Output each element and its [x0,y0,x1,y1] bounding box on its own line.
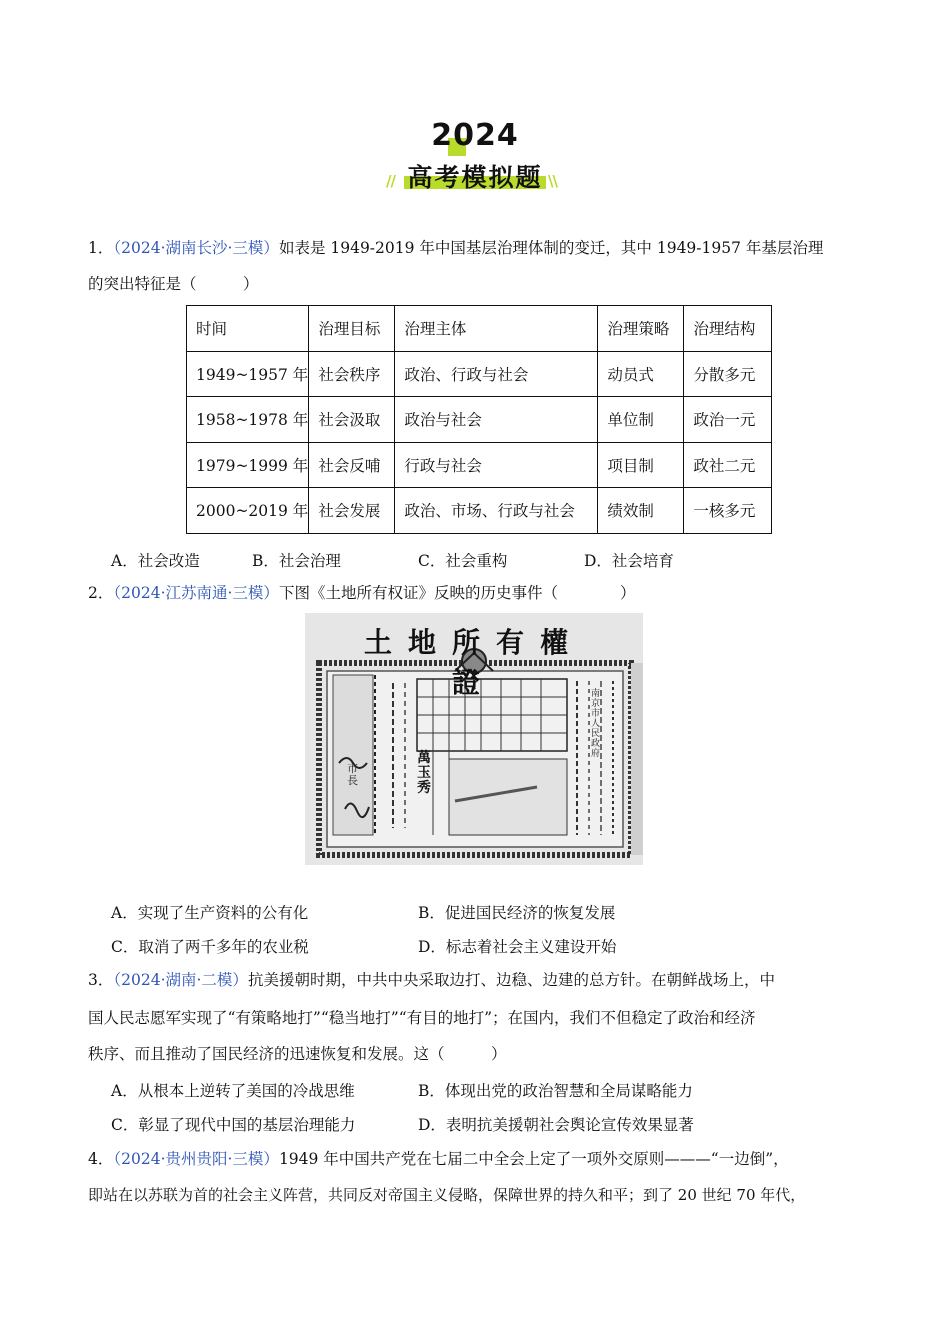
table-cell: 动员式 [598,351,684,397]
q1-stem: 如表是 1949-2019 年中国基层治理体制的变迁，其中 1949-1957 年基层治理 [278,239,824,257]
table-cell: 单位制 [598,397,684,443]
table-cell: 政治一元 [684,397,772,443]
q1-stem-line1 [88,238,823,258]
land-certificate-image [305,613,643,865]
q3-option-d[interactable]: D．表明抗美援朝社会舆论宣传效果显著 [418,1116,694,1134]
table-cell: 政治、市场、行政与社会 [395,488,598,534]
q1-stem-line2: 的突出特征是（ ） [88,275,259,293]
table-cell: 社会反哺 [309,442,395,488]
table-row [187,488,772,534]
q4-stem-line2: 即站在以苏联为首的社会主义阵营，共同反对帝国主义侵略，保障世界的持久和平；到了 20 世纪 70 年代， [88,1186,806,1204]
q3-stem-line3: 秩序、而且推动了国民经济的迅速恢复和发展。这（ ） [88,1045,507,1063]
table-cell: 政治、行政与社会 [395,351,598,397]
q2-option-c[interactable]: C．取消了两千多年的农业税 [111,938,309,956]
table-header-row [187,306,772,352]
q1-option-c[interactable]: C．社会重构 [418,552,508,570]
q3-stem: 抗美援朝时期，中共中央采取边打、边稳、边建的总方针。在朝鲜战场上，中 [247,971,775,989]
page-year: 2024 [431,118,519,153]
slash-decoration-left: // [386,172,395,190]
q2-option-d[interactable]: D．标志着社会主义建设开始 [418,938,617,956]
q3-number: 3． [88,971,114,989]
q3-stem-line1 [88,970,775,990]
table-cell: 项目制 [598,442,684,488]
table-cell: 1958~1978 年 [187,397,309,443]
certificate-mayor-label: 市長 [347,762,358,787]
q4-source: （2024·贵州贵阳·三模） [113,1150,279,1168]
q2-option-b[interactable]: B．促进国民经济的恢复发展 [418,904,616,922]
table-cell: 1949~1957 年 [187,351,309,397]
q2-source: （2024·江苏南通·三模） [113,584,279,602]
q1-option-d[interactable]: D．社会培育 [584,552,674,570]
q3-stem-line2: 国人民志愿军实现了“有策略地打”“稳当地打”“有目的地打”；在国内，我们不但稳定了政治和经济 [88,1009,756,1027]
table-header-cell: 治理策略 [598,306,684,352]
q1-number: 1． [88,239,114,257]
q4-stem: 1949 年中国共产党在七届二中全会上定了一项外交原则———“一边倒”， [278,1150,789,1168]
table-header-cell: 时间 [187,306,309,352]
table-cell: 行政与社会 [395,442,598,488]
table-cell: 绩效制 [598,488,684,534]
q1-source: （2024·湖南长沙·三模） [113,239,279,257]
q3-option-c[interactable]: C．彰显了现代中国的基层治理能力 [111,1116,356,1134]
table-cell: 一核多元 [684,488,772,534]
q3-option-a[interactable]: A．从根本上逆转了美国的冷战思维 [111,1082,355,1100]
certificate-issuer: 南京市人民政府 [591,689,601,759]
table-cell: 分散多元 [684,351,772,397]
table-cell: 2000~2019 年 [187,488,309,534]
table-header-cell: 治理结构 [684,306,772,352]
q2-option-a[interactable]: A．实现了生产资料的公有化 [111,904,309,922]
q4-stem-line1 [88,1149,789,1169]
q1-governance-table [186,305,772,534]
q2-number: 2． [88,584,114,602]
q2-stem-line [88,583,635,603]
q4-number: 4． [88,1150,114,1168]
table-header-cell: 治理目标 [309,306,395,352]
table-row [187,351,772,397]
q1-option-a[interactable]: A．社会改造 [111,552,200,570]
table-cell: 社会发展 [309,488,395,534]
q3-option-b[interactable]: B．体现出党的政治智慧和全局谋略能力 [418,1082,693,1100]
q3-source: （2024·湖南·二模） [113,971,248,989]
table-cell: 1979~1999 年 [187,442,309,488]
certificate-heading: 土地所有權證 [363,626,584,699]
table-row [187,442,772,488]
q1-option-b[interactable]: B．社会治理 [252,552,341,570]
table-cell: 政治与社会 [395,397,598,443]
certificate-owner-name: 萬玉秀 [417,750,431,796]
q2-stem: 下图《土地所有权证》反映的历史事件（ ） [278,584,636,602]
slash-decoration-right: \\ [548,172,557,190]
table-row [187,397,772,443]
table-cell: 社会汲取 [309,397,395,443]
table-header-cell: 治理主体 [395,306,598,352]
table-cell: 政社二元 [684,442,772,488]
table-cell: 社会秩序 [309,351,395,397]
page-title: 高考模拟题 [407,163,543,192]
